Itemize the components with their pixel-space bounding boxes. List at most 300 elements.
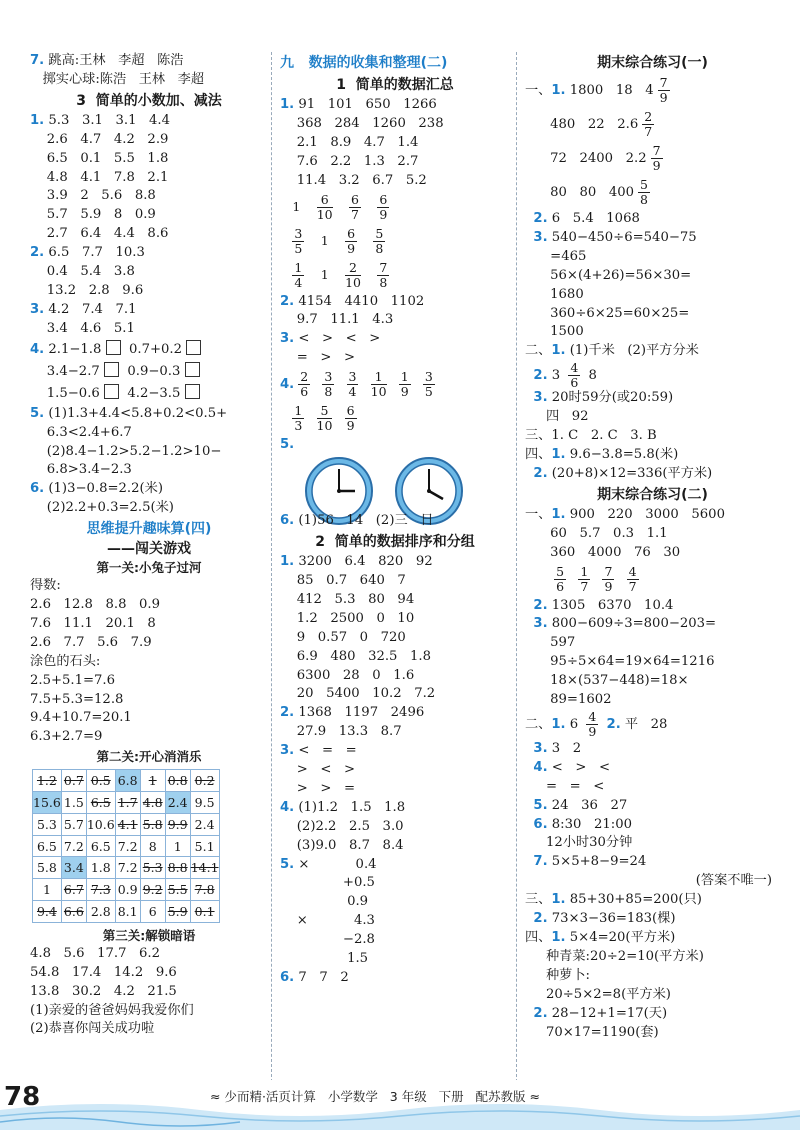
grid-cell: 8	[140, 835, 165, 857]
answer-row	[280, 153, 510, 172]
answer-line: 18×(537−448)=18×	[550, 673, 689, 689]
answer-row	[30, 169, 268, 188]
answer-row	[525, 691, 780, 710]
fraction	[578, 565, 590, 594]
fraction	[554, 565, 566, 594]
answer-line: 6.8>3.4−2.3	[46, 462, 132, 478]
grid-cell: 5.3	[140, 857, 165, 879]
fraction-numerator: 7	[604, 563, 613, 579]
exam2-question-1	[525, 506, 780, 597]
footer-text: ≈ 少而精·活页计算 小学数学 3 年级 下册 配苏教版 ≈	[210, 1089, 540, 1104]
fraction-answers	[280, 191, 510, 293]
fraction-numerator: 4	[628, 563, 637, 579]
question-2	[280, 293, 510, 331]
fraction-row	[280, 259, 510, 293]
fraction	[399, 370, 411, 399]
fraction	[377, 193, 389, 222]
answer-line: 5.7 5.9 8 0.9	[46, 207, 156, 223]
fraction-numerator: 3	[424, 369, 433, 385]
answer-line: 9.7 11.1 4.3	[296, 312, 394, 328]
section-title: 思维提升趣味算(四)	[86, 521, 212, 538]
fraction-denominator: 5	[424, 384, 433, 400]
answer-line: 6300 28 0 1.6	[296, 667, 415, 683]
answer-line: (2)恭喜你闯关成功啦	[30, 1021, 155, 1037]
fraction	[292, 261, 304, 290]
answer-line: 3200 6.4 820 92	[298, 554, 433, 570]
fraction-denominator: 5	[294, 240, 303, 256]
answer-row	[280, 742, 510, 761]
question-number: 4.	[280, 377, 295, 393]
fraction: $\frac{4}{6}$	[570, 360, 579, 391]
answer-row	[30, 112, 268, 131]
question-number: 3.	[280, 331, 295, 347]
fraction-denominator: 10	[316, 418, 333, 434]
question-number: 3.	[533, 616, 548, 632]
fraction-numerator: 6	[347, 225, 356, 241]
answer-line: > < >	[296, 762, 356, 778]
answer-row	[30, 263, 268, 282]
answer-line: 2.6 7.7 5.6 7.9	[30, 634, 152, 650]
answer-row	[280, 648, 510, 667]
exam1-question-3	[525, 229, 780, 342]
fraction-row	[525, 142, 780, 176]
answer-line: (3)9.0 8.7 8.4	[296, 837, 404, 853]
fraction-denominator: 8	[640, 192, 648, 207]
answer-line: 5×5+8−9=24	[551, 854, 647, 870]
fraction	[321, 234, 329, 248]
answer-line: 2.1 8.9 4.7 1.4	[296, 134, 419, 150]
question-2	[280, 704, 510, 742]
grid-cell: 8.1	[115, 901, 140, 923]
answer-line: 368 284 1260 238	[296, 115, 444, 131]
answer-row: 一、1. 900 220 3000 5600	[525, 506, 725, 522]
fraction-row	[280, 191, 510, 225]
fraction	[642, 110, 654, 139]
answer-line: 3.4 4.6 5.1	[46, 320, 135, 336]
answer-column-2: 九 数据的收集和整理(二) 1 简单的数据汇总 1. 91 101 650 1266 368 284 1260 238 2.1 8.9 4.7 1.4 7.6 2.2 1.3 2.7 11.4 3.2 6.7 5.2 1 $\frac{6}{10}$ $\frac{6}{7}$ $\frac{6}{9}$ $\frac{3}{5}$ 1 $\frac{6}{9}$ $\frac{5}{8}$ $\frac{1}{4}$ 1 $\frac{2}{10}$ $\frac{7}{8}$ 2. 4154 4410 1102 9.7 11.1 4.3 3. < > < > = > > 4. $\frac{2}{6}$ $\frac{3}{8}$ $\frac{3}{4}$ $\frac{1}{10}$ $\frac{1}{9}$ $\frac{3}{5}$ $\frac{1}{3}$ $\frac{5}{10}$ $\frac{6}{9}$ 5. 6. (1)56 14 (2)三 日 2 简单的数据排序和分组 1. 3200 6.4 820 92 85 0.7 640 7 412 5.3 80 94 1.2 2500 0 10 9 0.57 0 720 6.9 480 32.5 1.8 6300 28 0 1.6 20 5400 10.2 7.2 2. 1368 1197 2496 27.9 13.3 8.7 3. < = = > < > > > = 4. (1)1.2 1.5 1.8 (2)2.2 2.5 3.0 (3)9.0 8.7 8.4 5. × 0.4 +0.5 0.9 × 4.3 −2.8 1.5 6. 7 7 2	[280, 52, 510, 988]
grid-cell: 9.5	[190, 792, 219, 814]
grid-cell: 10.6	[86, 813, 115, 835]
answer-row	[280, 553, 510, 572]
fraction	[317, 404, 333, 433]
answer-row	[280, 610, 510, 629]
grid-cell: 8.8	[165, 857, 190, 879]
fraction	[345, 261, 361, 290]
answer-row	[525, 634, 780, 653]
question-number: 3.	[533, 229, 548, 245]
answer-row	[280, 950, 510, 969]
grid-cell: 2.8	[86, 901, 115, 923]
fraction	[638, 178, 650, 207]
fraction-whole: 1	[320, 233, 329, 249]
column-divider	[516, 52, 517, 1092]
grid-cell: 6.5	[86, 835, 115, 857]
question-number: 1.	[551, 506, 566, 522]
question-number: 2.	[30, 245, 45, 261]
answer-line: 9.6−3.8=5.8(米)	[569, 446, 679, 462]
answer-row	[30, 187, 268, 206]
answer-row	[280, 591, 510, 610]
fraction	[292, 404, 304, 433]
fraction-denominator: 10	[370, 384, 387, 400]
answer-row	[280, 856, 510, 875]
answer-line: 28−12+1=17(天)	[551, 1005, 668, 1021]
answer-row	[280, 799, 510, 818]
exam-title: 期末综合练习(二)	[597, 486, 708, 503]
fraction-numerator: 3	[324, 369, 333, 385]
fraction	[349, 193, 361, 222]
fraction	[377, 261, 389, 290]
grid-cell: 6.5	[86, 792, 115, 814]
grid-cell: 3.4	[61, 857, 86, 879]
fraction-numerator: 5	[317, 404, 333, 419]
fraction-row	[280, 402, 510, 436]
question-3	[280, 742, 510, 799]
answer-line: 27.9 13.3 8.7	[296, 724, 402, 740]
fraction	[627, 565, 639, 594]
fraction-numerator: 3	[294, 225, 303, 241]
fraction-numerator: 6	[317, 193, 333, 208]
grid-cell: 5.8	[140, 813, 165, 835]
fraction-numerator: 5	[640, 177, 648, 192]
answer-line: +0.5	[296, 875, 375, 891]
grid-cell: 2.4	[165, 792, 190, 814]
answer-row	[280, 629, 510, 648]
answer-row	[30, 383, 268, 405]
fraction	[658, 76, 670, 105]
grid-cell: 1.2	[33, 770, 62, 792]
answer-row	[280, 761, 510, 780]
answer-line: (1)1.2 1.5 1.8	[298, 799, 406, 815]
answer-line: 掷实心球:陈浩 王林 李超	[42, 71, 205, 87]
grid-cell: 5.7	[61, 813, 86, 835]
fraction	[292, 227, 304, 256]
fraction-denominator: 9	[400, 384, 409, 400]
question-2	[30, 244, 268, 301]
answer-line: 四 92	[545, 409, 589, 425]
fraction-denominator: 6	[556, 578, 565, 594]
answer-row	[30, 461, 268, 480]
answer-line: −2.8	[296, 932, 375, 948]
fraction	[322, 370, 334, 399]
question-number: 6.	[30, 481, 45, 497]
grid-row	[33, 857, 220, 879]
section-title: 2 简单的数据排序和分组	[315, 534, 475, 551]
fraction-denominator: 9	[652, 158, 661, 173]
column-divider	[271, 52, 272, 1092]
answer-row	[280, 780, 510, 799]
answer-line: (2)2.2 2.5 3.0	[296, 818, 404, 834]
fraction-row	[525, 108, 780, 142]
answer-line: 1.5	[296, 951, 369, 967]
fraction-denominator: 9	[604, 578, 613, 594]
fraction: $\frac{4}{9}$	[588, 708, 597, 739]
answer-line: (1)亲爱的爸爸妈妈我爱你们	[30, 1002, 194, 1018]
expression: 0.9−0.3	[127, 363, 181, 379]
answer-line: 0.4 5.4 3.8	[46, 264, 135, 280]
answer-row	[280, 912, 510, 931]
answer-line: 5.3 3.1 3.1 4.4	[48, 112, 171, 128]
answer-line: = > >	[296, 350, 356, 366]
answer-line: 7.5+5.3=12.8	[30, 691, 124, 707]
unit-title: 九 数据的收集和整理(二)	[280, 55, 448, 71]
fraction-numerator: 2	[300, 369, 309, 385]
answer-row	[525, 286, 780, 305]
answer-row	[525, 525, 780, 544]
answer-row	[280, 330, 510, 349]
answer-line: 跳高:王林 李超 陈浩	[48, 53, 184, 68]
fraction-numerator: 2	[345, 261, 361, 276]
answer-line: (1)1.3+4.4<5.8+0.2<0.5+	[48, 405, 228, 421]
answer-line: 56×(4+26)=56×30=	[550, 267, 692, 283]
expression: 1.5−0.6	[46, 385, 100, 401]
grid-cell: 9.9	[165, 813, 190, 835]
grid-row	[33, 813, 220, 835]
fraction-denominator: 7	[644, 124, 653, 139]
answer-line: 8	[588, 368, 597, 384]
fraction-numerator: 3	[348, 369, 357, 385]
exam2-question-3	[525, 615, 780, 710]
level-1-answers	[30, 577, 268, 747]
answer-row	[525, 323, 780, 342]
question-number: 2.	[280, 705, 295, 721]
grid-row	[33, 792, 220, 814]
fraction-numerator: 6	[351, 191, 359, 207]
question-number: 1.	[30, 112, 45, 128]
question-3	[280, 330, 510, 368]
grid-cell: 1.7	[115, 792, 140, 814]
answer-line: 1500	[550, 324, 584, 340]
answer-row	[30, 282, 268, 301]
answer-line: 20÷5×2=8(平方米)	[545, 986, 671, 1002]
answer-line: 3	[551, 368, 561, 384]
grid-cell: 1	[165, 835, 190, 857]
fraction-numerator: 7	[652, 143, 661, 158]
question-6	[30, 480, 268, 518]
fraction-denominator: 4	[348, 384, 357, 400]
answer-line: 360÷6×25=60×25=	[550, 305, 690, 321]
fraction-denominator: 8	[379, 274, 388, 290]
check-icon	[104, 362, 119, 377]
check-icon	[106, 340, 121, 355]
answer-row	[525, 653, 780, 672]
question-1	[30, 112, 268, 244]
answer-line: 360 4000 76 30	[550, 544, 681, 560]
answer-line: 2.7 6.4 4.4 8.6	[46, 226, 169, 242]
answer-line: 412 5.3 80 94	[296, 591, 415, 607]
answer-line: 4154 4410 1102	[298, 293, 425, 309]
answer-line: 54.8 17.4 14.2 9.6	[30, 964, 177, 980]
answer-line: 0.9	[296, 894, 369, 910]
grid-row	[33, 901, 220, 923]
grid-cell: 5.5	[165, 879, 190, 901]
answer-line: × 0.4	[298, 856, 377, 872]
answer-line: (1)3−0.8=2.2(米)	[48, 481, 163, 497]
answer-row	[30, 244, 268, 263]
fraction	[371, 370, 387, 399]
answer-line: 80 80 400	[550, 185, 635, 200]
answer-line: 12小时30分钟	[545, 835, 633, 851]
grid-row	[33, 770, 220, 792]
grid-cell: 2.4	[190, 813, 219, 835]
question-number: 4.	[30, 341, 45, 357]
grid-cell: 0.7	[61, 770, 86, 792]
grid-cell: 1	[140, 770, 165, 792]
answer-row	[30, 320, 268, 339]
answer-line: 3.9 2 5.6 8.8	[46, 188, 156, 204]
question-5: 5.	[280, 436, 510, 512]
question-number: 3.	[280, 743, 295, 759]
answer-row	[280, 572, 510, 591]
answer-line: 6 5.4 1068	[551, 211, 640, 226]
grid-cell: 0.8	[165, 770, 190, 792]
grid-cell: 1	[33, 879, 62, 901]
answer-line: (20+8)×12=336(平方米)	[551, 465, 713, 481]
fraction-row	[525, 176, 780, 210]
question-number: 1.	[280, 554, 295, 570]
grid-cell: 1.5	[61, 792, 86, 814]
grid-cell: 5.3	[33, 813, 62, 835]
answer-line: 4.8 5.6 17.7 6.2	[30, 945, 161, 961]
answer-line: 20时59分(或20:59)	[551, 390, 674, 406]
fraction-row	[525, 563, 780, 597]
fraction-denominator: 6	[300, 384, 309, 400]
answer-row	[30, 339, 268, 361]
grid-cell: 7.3	[86, 879, 115, 901]
fraction-numerator: 1	[294, 259, 303, 275]
answer-line: 4.8 4.1 7.8 2.1	[46, 169, 169, 185]
question-1	[280, 96, 510, 191]
answer-row	[280, 311, 510, 330]
answer-row	[30, 443, 268, 462]
fraction	[423, 370, 435, 399]
answer-column-1: 7. 跳高:王林 李超 陈浩 掷实心球:陈浩 王林 李超 3 简单的小数加、减法 1. 5.3 3.1 3.1 4.4 2.6 4.7 4.2 2.9 6.5 0.1 5.5 1.8 4.8 4.1 7.8 2.1 3.9 2 5.6 8.8 5.7 5.9 8 0.9 2.7 6.4 4.4 8.6 2. 6.5 7.7 10.3 0.4 5.4 3.8 13.2 2.8 9.6 3. 4.2 7.4 7.1 3.4 4.6 5.1 4. 2.1−1.8 0.7+0.2 3.4−2.7 0.9−0.3 1.5−0.6 4.2−3.5 5. (1)1.3+4.4<5.8+0.2<0.5+ 6.3<2.4+6.7 (2)8.4−1.2>5.2−1.2>10− 6.8>3.4−2.3 6. (1)3−0.8=2.2(米) (2)2.2+0.3=2.5(米) 思维提升趣味算(四) ——闯关游戏 第一关:小兔子过河 得数: 2.6 12.8 8.8 0.9 7.6 11.1 20.1 8 2.6 7.7 5.6 7.9 涂色的石头: 2.5+5.1=7.6 7.5+5.3=12.8 9.4+10.7=20.1 6.3+2.7=9 第二关:开心消消乐 1.2 0.7 0.5 6.8 1 0.8 0.2 15.6 1.5 6.5 1.7 4.8 2.4 9.5 5.3 5.7 10.6 4.1 5.8 9.9 2.4 6.5 7.2 6.5 7.2 8 1 5.1 5.8 3.4 1.8 7.2 5.3 8.8 14.1 1 6.7 7.3 0.9 9.2 5.5 7.8 9.4 6.6 2.8 8.1 6 5.9 0.1 第三关:解锁暗语 4.8 5.6 17.7 6.2 54.8 17.4 14.2 9.6 13.8 30.2 4.2 21.5 (1)亲爱的爸爸妈妈我爱你们 (2)恭喜你闯关成功啦	[30, 52, 268, 1039]
answer-line: 1305 6370 10.4	[551, 597, 674, 613]
answer-row	[30, 424, 268, 443]
answer-row	[30, 131, 268, 150]
fraction-denominator: 7	[351, 206, 359, 222]
level-title: 第三关:解锁暗语	[102, 927, 196, 943]
grid-cell: 7.2	[61, 835, 86, 857]
answer-line: (2)8.4−1.2>5.2−1.2>10−	[46, 443, 222, 459]
fraction-denominator: 9	[659, 90, 668, 105]
answer-line: 72 2400 2.2	[550, 151, 647, 166]
level-3-answers	[30, 945, 268, 1040]
grid-row	[33, 879, 220, 901]
fraction-numerator: 7	[659, 75, 668, 90]
answer-line: < > <	[551, 759, 611, 775]
question-number: 5.	[30, 405, 45, 421]
fraction-numerator: 5	[556, 563, 565, 579]
answer-line: 20 5400 10.2 7.2	[296, 686, 436, 702]
answer-line: (1)千米 (2)平方分米	[569, 343, 699, 359]
grid-cell: 7.2	[115, 835, 140, 857]
answer-line: =465	[550, 248, 587, 264]
answer-row	[280, 723, 510, 742]
answer-line: 1680	[550, 286, 584, 302]
fraction-denominator: 10	[345, 274, 361, 290]
answer-line: 6.9 480 32.5 1.8	[296, 648, 431, 664]
fraction	[317, 193, 333, 222]
level-title: 第一关:小兔子过河	[96, 560, 202, 576]
question-number: 2.	[280, 293, 295, 309]
question-number: 1.	[280, 97, 295, 112]
grid-cell: 0.2	[190, 770, 219, 792]
answer-row	[280, 134, 510, 153]
answer-row	[280, 293, 510, 312]
answer-row	[280, 115, 510, 134]
fraction-denominator: 4	[294, 274, 303, 290]
fraction-denominator: 7	[628, 578, 637, 594]
check-icon	[185, 384, 200, 399]
answer-line: 9.4+10.7=20.1	[30, 710, 132, 726]
number-grid	[32, 769, 220, 923]
question-5	[30, 405, 268, 481]
answer-row	[280, 685, 510, 704]
answer-line: 13.2 2.8 9.6	[46, 282, 144, 298]
fraction-numerator: 1	[294, 403, 303, 419]
grid-cell: 14.1	[190, 857, 219, 879]
answer-line: 2.6 12.8 8.8 0.9	[30, 597, 161, 613]
answer-line: 73×3−36=183(棵)	[551, 911, 676, 927]
check-icon	[104, 384, 119, 399]
fraction	[298, 370, 310, 399]
answer-line: 24 36 27	[551, 797, 628, 813]
fraction-denominator: 8	[324, 384, 333, 400]
fraction-numerator: 1	[371, 370, 387, 385]
question-4	[280, 799, 510, 856]
fraction	[345, 227, 357, 256]
answer-line: 95÷5×64=19×64=1216	[550, 654, 715, 670]
level-title: 第二关:开心消消乐	[96, 749, 202, 765]
fraction	[321, 268, 329, 282]
answer-line: 800−609÷3=800−203=	[551, 616, 717, 632]
exam1-question-1	[525, 74, 780, 210]
fraction	[651, 144, 663, 173]
answer-row	[30, 480, 268, 499]
answer-line: 5×4=20(平方米)	[569, 930, 676, 945]
question-number: 1.	[551, 83, 566, 98]
grid-cell: 4.8	[140, 792, 165, 814]
grid-cell: 6	[140, 901, 165, 923]
answer-line: 900 220 3000 5600	[569, 506, 725, 522]
grid-cell: 9.4	[33, 901, 62, 923]
answer-line: 85 0.7 640 7	[296, 572, 406, 588]
check-icon	[186, 340, 201, 355]
grid-cell: 7.8	[190, 879, 219, 901]
fraction	[602, 565, 614, 594]
answer-line: 70×17=1190(套)	[545, 1024, 659, 1040]
answer-row	[525, 672, 780, 691]
answer-line: 6.5 7.7 10.3	[48, 245, 145, 261]
answer-line: 1368 1197 2496	[298, 705, 425, 721]
fraction-numerator: 1	[400, 369, 409, 385]
fraction	[373, 227, 385, 256]
answer-row	[30, 361, 268, 383]
question-4	[30, 339, 268, 405]
fraction-denominator: 10	[316, 206, 333, 222]
answer-line: × 4.3	[296, 913, 375, 929]
question-3	[30, 301, 268, 339]
answer-line: 8:30 21:00	[551, 816, 632, 832]
grid-cell: 6.5	[33, 835, 62, 857]
expression: 2.1−1.8	[48, 341, 102, 357]
grid-cell: 6.7	[61, 879, 86, 901]
grid-cell: 6.6	[61, 901, 86, 923]
answer-line: 2.5+5.1=7.6	[30, 672, 116, 688]
answer-line: 6.3+2.7=9	[30, 729, 103, 745]
answer-row	[525, 544, 780, 563]
